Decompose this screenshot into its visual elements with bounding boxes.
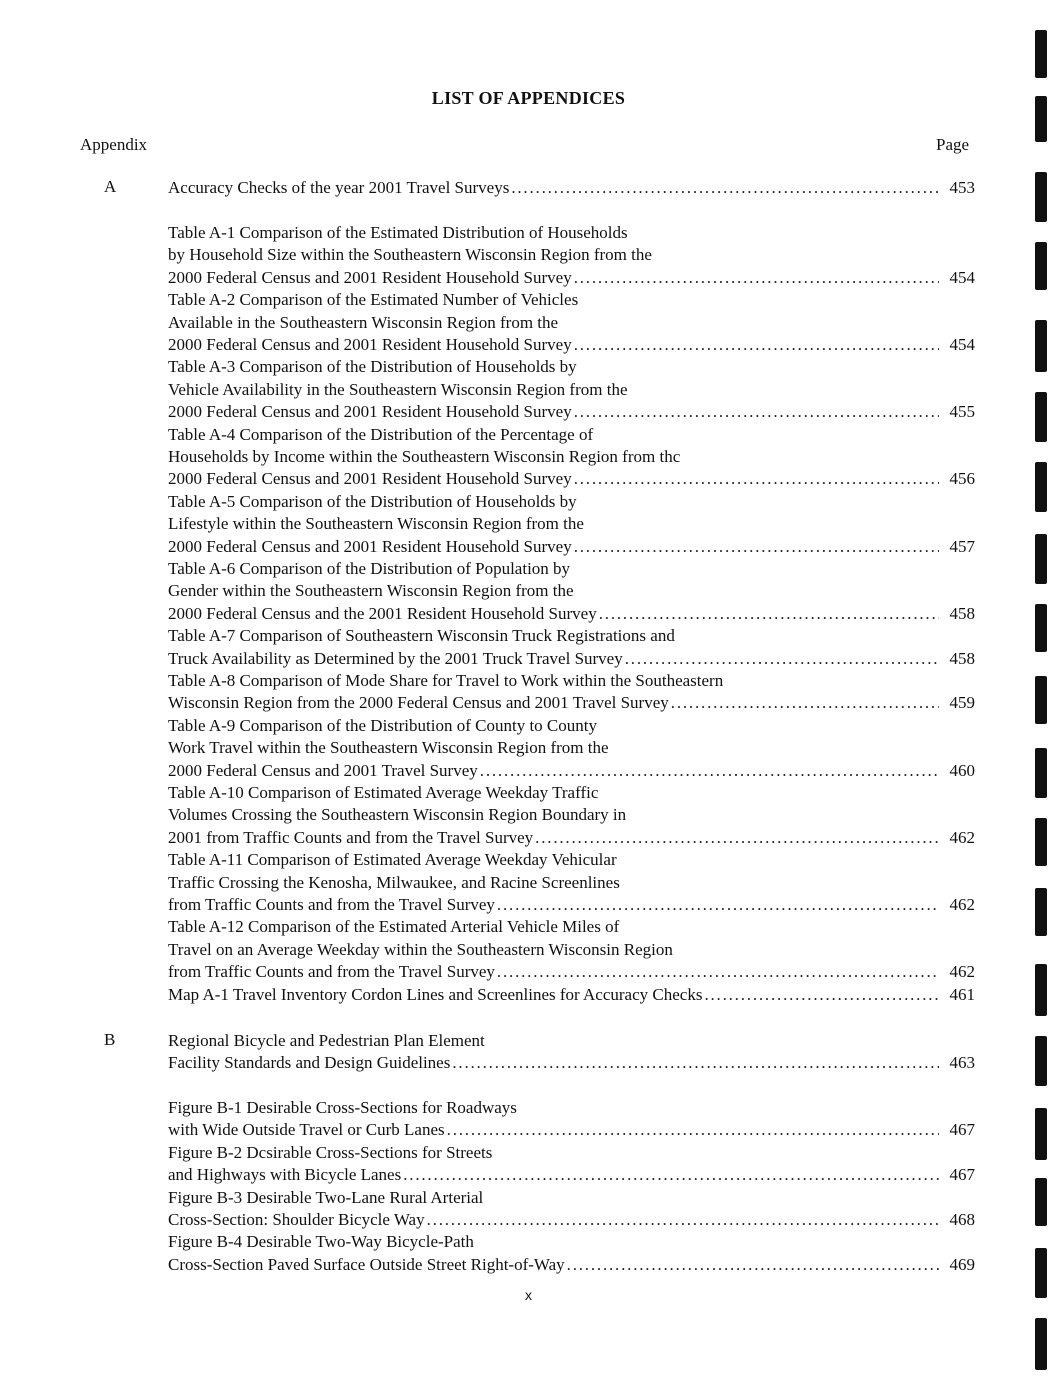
page-column-header: Page (936, 135, 970, 154)
dot-leader (497, 894, 939, 916)
entry-title: Table A-5 Comparison of the Distribution of Households by (168, 491, 577, 511)
toc-entry-line (168, 379, 975, 401)
dot-leader (625, 648, 939, 670)
toc-entry (168, 692, 975, 714)
entry-page-number: 460 (949, 760, 975, 780)
toc-entry (168, 760, 975, 782)
dot-leader (574, 401, 939, 423)
dot-leader (574, 468, 939, 490)
entry-title: Table A-1 Comparison of the Estimated Distribution of Households (168, 223, 628, 242)
toc-entry-line (168, 558, 975, 580)
entry-page-number: 469 (949, 1254, 975, 1274)
entry-title: Facility Standards and Design Guidelines (168, 1053, 451, 1073)
toc-entry-line (168, 513, 975, 535)
toc-entry (168, 334, 975, 356)
entry-title: Figure B-2 Dcsirable Cross-Sections for Streets (168, 1142, 493, 1162)
toc-entry-line (168, 424, 975, 446)
entry-title: 2001 from Traffic Counts and from the Travel Survey (168, 827, 534, 847)
entry-title: Figure B-4 Desirable Two-Way Bicycle-Path (168, 1232, 474, 1252)
toc-entry-line (168, 737, 975, 759)
toc-entry (168, 827, 975, 849)
toc-entry-line (168, 312, 975, 334)
dot-leader (574, 267, 939, 289)
toc-entry (168, 1254, 975, 1276)
toc-entry-line (168, 872, 975, 894)
toc-entry (168, 267, 975, 289)
entry-title: Table A-6 Comparison of the Distribution of Population by (168, 559, 571, 578)
appendix-letter: A (104, 177, 117, 196)
entry-title: Work Travel within the Southeastern Wisconsin Region from the (168, 738, 609, 758)
entry-title: 2000 Federal Census and 2001 Resident Household Survey (168, 469, 572, 489)
entry-page-number: 454 (949, 267, 975, 287)
entry-title: 2000 Federal Census and 2001 Resident Household Survey (168, 402, 572, 422)
dot-leader (574, 334, 939, 356)
entry-page-number: 459 (949, 693, 975, 713)
entry-title: Table A-11 Comparison of Estimated Average Weekday Vehicular (168, 850, 617, 870)
entry-title: Volumes Crossing the Southeastern Wisconsin Region Boundary in (168, 805, 627, 825)
entry-page-number: 462 (949, 827, 975, 847)
entry-title: Truck Availability as Determined by the 2001 Truck Travel Survey (168, 648, 623, 668)
entry-page-number: 468 (949, 1210, 975, 1229)
toc-entry (168, 648, 975, 670)
toc-entry (168, 603, 975, 625)
appendix-column-header: Appendix (80, 135, 148, 154)
entry-title: Table A-10 Comparison of Estimated Average Weekday Traffic (168, 783, 599, 802)
dot-leader (480, 760, 939, 782)
toc-entry-line (168, 491, 975, 513)
entry-page-number: 461 (949, 984, 975, 1004)
toc-entry-line (168, 1097, 975, 1119)
toc-entry (168, 536, 975, 558)
entry-title: Table A-8 Comparison of Mode Share for Travel to Work within the Southeastern (168, 671, 724, 690)
entry-page-number: 458 (949, 648, 975, 668)
dot-leader (447, 1119, 939, 1141)
entry-title: Cross-Section Paved Surface Outside Street Right-of-Way (168, 1254, 565, 1274)
entry-title: Households by Income within the Southeastern Wisconsin Region from thc (168, 447, 681, 466)
page-number-footer: x (525, 1287, 532, 1303)
scan-edge-marks (1027, 0, 1057, 1379)
toc-entry-line (168, 804, 975, 826)
toc-entry-line (168, 222, 975, 244)
entry-page-number: 462 (949, 895, 975, 914)
entry-title: Gender within the Southeastern Wisconsin Region from the (168, 581, 574, 601)
entry-page-number: 463 (949, 1053, 975, 1073)
toc-entry-line (168, 849, 975, 871)
toc-entry-line (168, 939, 975, 961)
entry-title: Traffic Crossing the Kenosha, Milwaukee, and Racine Screenlines (168, 872, 620, 892)
entry-title: from Traffic Counts and from the Travel Survey (168, 895, 495, 914)
toc-entry (168, 1052, 975, 1074)
dot-leader (535, 827, 939, 849)
entry-title: by Household Size within the Southeastern Wisconsin Region from the (168, 245, 652, 265)
toc-entry-line (168, 580, 975, 602)
entry-title: Figure B-3 Desirable Two-Lane Rural Arterial (168, 1187, 484, 1207)
dot-leader (671, 692, 939, 714)
toc-entry-line (168, 244, 975, 266)
entry-title: Table A-9 Comparison of the Distribution of County to County (168, 715, 597, 735)
entry-page-number: 467 (949, 1165, 975, 1185)
entry-title: Table A-2 Comparison of the Estimated Number of Vehicles (168, 290, 579, 310)
entry-title: Map A-1 Travel Inventory Cordon Lines and Screenlines for Accuracy Checks (168, 984, 703, 1004)
dot-leader (427, 1209, 939, 1231)
entry-title: Available in the Southeastern Wisconsin Region from the (168, 312, 559, 332)
toc-entry (168, 1119, 975, 1141)
toc-entry-line (168, 670, 975, 692)
dot-leader (704, 984, 939, 1006)
entry-title: and Highways with Bicycle Lanes (168, 1165, 402, 1185)
entry-title: Regional Bicycle and Pedestrian Plan Element (168, 1031, 485, 1050)
toc-entry-line (168, 715, 975, 737)
toc-entry-line (168, 782, 975, 804)
toc-entry-line (168, 289, 975, 311)
dot-leader (599, 603, 939, 625)
dot-leader (497, 961, 939, 983)
entry-title: Lifestyle within the Southeastern Wisconsin Region from the (168, 514, 584, 534)
toc-entry (168, 961, 975, 983)
entry-page-number: 453 (949, 178, 975, 197)
entry-title: Accuracy Checks of the year 2001 Travel Surveys (168, 178, 510, 197)
entry-title: Table A-3 Comparison of the Distribution of Households by (168, 357, 577, 377)
toc-entry (168, 468, 975, 490)
entry-title: Figure B-1 Desirable Cross-Sections for Roadways (168, 1098, 517, 1117)
entry-title: Travel on an Average Weekday within the Southeastern Wisconsin Region (168, 939, 673, 959)
entry-page-number: 467 (949, 1120, 975, 1140)
entry-page-number: 457 (949, 536, 975, 556)
entry-title: from Traffic Counts and from the Travel Survey (168, 962, 495, 982)
entry-title: Table A-4 Comparison of the Distribution of the Percentage of (168, 424, 594, 444)
entry-title: 2000 Federal Census and 2001 Resident Household Survey (168, 536, 572, 556)
dot-leader (403, 1164, 939, 1186)
entry-title: 2000 Federal Census and 2001 Travel Survey (168, 760, 478, 780)
toc-entry (168, 177, 975, 199)
toc-entry-line (168, 356, 975, 378)
toc-entry-line (168, 625, 975, 647)
entry-page-number: 454 (949, 335, 975, 354)
toc-entry (168, 894, 975, 916)
toc-entry (168, 401, 975, 423)
toc-entry (168, 1209, 975, 1231)
entry-page-number: 458 (949, 603, 975, 623)
toc-entry (168, 1164, 975, 1186)
entry-title: Table A-12 Comparison of the Estimated Arterial Vehicle Miles of (168, 917, 620, 937)
entry-title: with Wide Outside Travel or Curb Lanes (168, 1120, 445, 1140)
appendix-letter: B (104, 1030, 116, 1049)
dot-leader (574, 536, 939, 558)
toc-entry-line (168, 446, 975, 468)
entry-title: 2000 Federal Census and 2001 Resident Household Survey (168, 267, 572, 287)
entry-title: 2000 Federal Census and the 2001 Resident Household Survey (168, 603, 597, 623)
page-title: LIST OF APPENDICES (431, 88, 626, 108)
dot-leader (567, 1254, 939, 1276)
dot-leader (511, 177, 939, 199)
entry-title: Wisconsin Region from the 2000 Federal Census and 2001 Travel Survey (168, 693, 669, 713)
entry-title: Table A-7 Comparison of Southeastern Wisconsin Truck Registrations and (168, 626, 675, 646)
entry-title: Vehicle Availability in the Southeastern Wisconsin Region from the (168, 379, 628, 399)
toc-entry (168, 984, 975, 1006)
toc-entry-line (168, 916, 975, 938)
entry-page-number: 456 (949, 469, 975, 489)
entry-title: 2000 Federal Census and 2001 Resident Household Survey (168, 335, 572, 354)
entry-page-number: 455 (949, 402, 975, 422)
entry-page-number: 462 (949, 962, 975, 982)
entry-title: Cross-Section: Shoulder Bicycle Way (168, 1210, 425, 1229)
toc-entry-line (168, 1231, 975, 1253)
toc-entry-line (168, 1030, 975, 1052)
toc-entry-line (168, 1142, 975, 1164)
dot-leader (452, 1052, 939, 1074)
toc-entry-line (168, 1187, 975, 1209)
